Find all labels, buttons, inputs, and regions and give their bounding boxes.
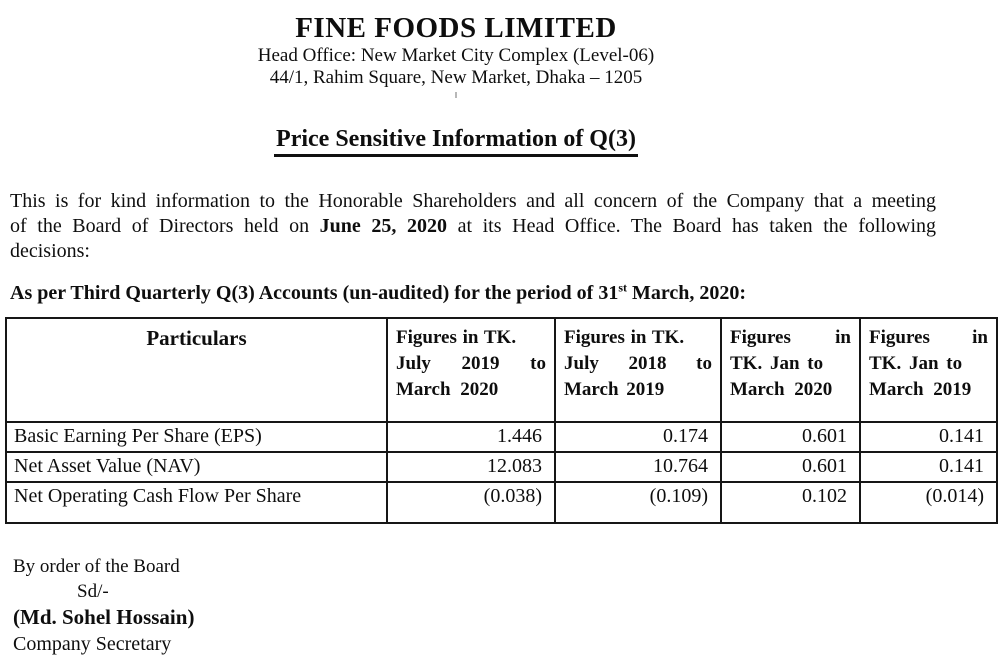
ordinal-superscript: st <box>618 280 628 295</box>
col-header-jul2019-mar2020 <box>387 318 555 422</box>
intro-line-3: decisions: <box>10 240 90 262</box>
col-header-jan-mar2020 <box>721 318 860 422</box>
col-header-line: March 2020 <box>396 379 499 400</box>
meeting-date: June 25, 2020 <box>319 215 447 237</box>
row-value: 0.141 <box>860 452 997 482</box>
sd-mark: Sd/- <box>77 581 109 602</box>
document-title: Price Sensitive Information of Q(3) <box>274 125 638 157</box>
row-value: 1.446 <box>387 422 555 452</box>
intro-paragraph <box>10 189 936 264</box>
col-header-line: July 2019 to <box>396 353 546 374</box>
col-header-jul2018-mar2019 <box>555 318 721 422</box>
col-header-line: TK. Jan to <box>869 353 963 374</box>
signature-block <box>13 554 1000 657</box>
row-value: (0.038) <box>387 482 555 523</box>
col-header-jan-mar2019 <box>860 318 997 422</box>
col-header-line: Figures in <box>869 327 988 348</box>
row-label: Net Asset Value (NAV) <box>6 452 387 482</box>
company-name: FINE FOODS LIMITED <box>295 12 617 44</box>
table-row-nocfps <box>6 482 997 523</box>
intro-line-2-text: of the Board of Directors held on <box>10 215 320 237</box>
intro-line-1: This is for kind information to the Honorable Shareholders and all concern of the Company that a meeting <box>10 190 936 212</box>
col-header-line: TK. Jan to <box>730 353 824 374</box>
row-value: (0.014) <box>860 482 997 523</box>
head-office-address: Head Office: New Market City Complex (Level-06) <box>257 45 655 66</box>
col-header-line: March 2019 <box>869 379 972 400</box>
col-header-line: Figures in TK. <box>564 327 685 348</box>
section-heading-tail: March, 2020: <box>627 282 747 304</box>
row-label: Net Operating Cash Flow Per Share <box>6 482 387 523</box>
col-header-particulars: Particulars <box>6 318 387 422</box>
row-value: 0.102 <box>721 482 860 523</box>
letterhead <box>0 0 912 89</box>
title-row <box>0 125 912 157</box>
row-value: 0.601 <box>721 422 860 452</box>
scan-artifact-mark <box>455 92 457 98</box>
secretary-designation: Company Secretary <box>13 633 172 655</box>
secretary-name: (Md. Sohel Hossain) <box>13 605 195 629</box>
intro-line-2 <box>10 214 936 239</box>
col-header-line: March 2019 <box>564 379 665 400</box>
row-value: 0.174 <box>555 422 721 452</box>
row-value: (0.109) <box>555 482 721 523</box>
section-heading <box>10 282 1000 305</box>
row-value: 0.141 <box>860 422 997 452</box>
section-heading-text: As per Third Quarterly Q(3) Accounts (un-audited) for the period of 31 <box>10 282 619 304</box>
intro-line-2-tail: at its Head Office. The Board has taken the following <box>447 215 937 237</box>
row-value: 10.764 <box>555 452 721 482</box>
col-header-line: March 2020 <box>730 379 833 400</box>
table-row-eps <box>6 422 997 452</box>
by-order-text: By order of the Board <box>13 556 180 577</box>
table-row-nav <box>6 452 997 482</box>
col-header-line: Figures in TK. <box>396 327 517 348</box>
table-header-row <box>6 318 997 422</box>
financials-table <box>5 317 998 524</box>
row-value: 12.083 <box>387 452 555 482</box>
row-label: Basic Earning Per Share (EPS) <box>6 422 387 452</box>
col-header-line: Figures in <box>730 327 851 348</box>
street-address: 44/1, Rahim Square, New Market, Dhaka – 1205 <box>269 67 643 88</box>
col-header-line: July 2018 to <box>564 353 712 374</box>
row-value: 0.601 <box>721 452 860 482</box>
